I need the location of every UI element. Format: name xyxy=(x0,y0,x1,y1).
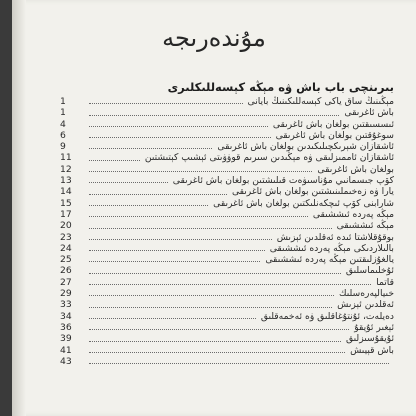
toc-entry xyxy=(60,333,394,344)
toc-entry xyxy=(60,152,394,163)
toc-entry-page-number: 24 xyxy=(60,242,72,254)
toc-entry-page-number: 20 xyxy=(60,220,72,232)
toc-entry-label: مېڭە پەردە ئىششىقى xyxy=(312,208,394,220)
toc-entry-page-number: 39 xyxy=(60,333,72,345)
toc-entry xyxy=(60,186,394,197)
dot-leader xyxy=(89,171,312,172)
dot-leader xyxy=(89,363,389,364)
toc-entry-page-number: 15 xyxy=(60,197,72,209)
toc-entry-label: ئۇيقۇسىزلىق xyxy=(345,333,394,345)
dot-leader xyxy=(89,352,345,353)
toc-entry-page-number: 43 xyxy=(60,355,72,367)
table-of-contents xyxy=(60,96,394,367)
dot-leader xyxy=(89,137,271,138)
book-page xyxy=(12,0,416,416)
toc-entry-label: باش ئاغرىقى xyxy=(344,107,394,119)
dot-leader xyxy=(89,341,341,342)
toc-entry xyxy=(60,265,394,276)
toc-entry-label: شارابنى كۆپ ئىچكەنلىكتىن بولغان باش ئاغرىقى xyxy=(213,197,394,209)
toc-entry xyxy=(60,175,394,186)
toc-entry xyxy=(60,141,394,152)
toc-entry-label: ئاشقازان شېرىكچىلىكىدىن بولغان باش ئاغرىقى xyxy=(217,141,394,153)
toc-entry-label: ئۇخلىماسلىق xyxy=(345,265,394,277)
page-title: مۇندەرىجە xyxy=(162,24,266,52)
dot-leader xyxy=(89,205,208,206)
toc-entry-page-number: 6 xyxy=(60,129,66,141)
toc-entry xyxy=(60,220,394,231)
dot-leader xyxy=(89,329,349,330)
dot-leader xyxy=(89,182,168,183)
toc-entry xyxy=(60,288,394,299)
toc-entry-page-number: 25 xyxy=(60,254,72,266)
dot-leader xyxy=(89,126,268,127)
dot-leader xyxy=(89,307,332,308)
toc-entry xyxy=(60,130,394,141)
toc-entry xyxy=(60,164,394,175)
toc-entry-page-number: 12 xyxy=(60,163,72,175)
toc-entry-page-number: 13 xyxy=(60,175,72,187)
toc-entry xyxy=(60,311,394,322)
toc-entry xyxy=(60,322,394,333)
toc-entry-label: مېڭە ئىششىقى xyxy=(336,220,394,232)
dot-leader xyxy=(89,148,212,149)
dot-leader xyxy=(89,228,332,229)
dot-leader xyxy=(89,160,140,161)
toc-entry-page-number: 14 xyxy=(60,186,72,198)
toc-entry-label: ئىسسىقتىن بولغان باش ئاغرىقى xyxy=(272,118,394,130)
toc-entry-page-number: 33 xyxy=(60,299,72,311)
dot-leader xyxy=(89,103,243,104)
toc-entry-page-number: 1 xyxy=(60,107,66,119)
toc-entry-label: بوقۇقلاشتا ئىدە ئەقلدىن ئېزىش xyxy=(276,231,394,243)
toc-entry xyxy=(60,232,394,243)
dot-leader xyxy=(89,318,256,319)
toc-entry xyxy=(60,299,394,310)
toc-entry-label: خىيالپەرەسلىك xyxy=(338,288,394,300)
dot-leader xyxy=(89,239,272,240)
toc-entry-label: مېڭىنىڭ ساق ياكى كېسەللىكىنىڭ بايانى xyxy=(247,96,394,107)
toc-entry-label: دەيلەت، ئۇنتۇغاقلىق ۋە ئەخمەقلىق xyxy=(260,310,394,322)
toc-entry-page-number: 27 xyxy=(60,276,72,288)
toc-entry xyxy=(60,209,394,220)
toc-entry-page-number: 11 xyxy=(60,152,72,164)
toc-entry-page-number: 34 xyxy=(60,310,72,322)
toc-entry-page-number: 4 xyxy=(60,118,66,130)
toc-entry-page-number: 1 xyxy=(60,96,66,107)
toc-entry-page-number: 9 xyxy=(60,141,66,153)
toc-entry-label: قاتما xyxy=(376,276,394,288)
dot-leader xyxy=(89,250,265,251)
toc-entry xyxy=(60,198,394,209)
toc-entry-label: بالىلاردىكى مېڭە پەردە ئىششىقى xyxy=(269,242,394,254)
toc-entry-label: ئاشقازان ئاممىزلىقى ۋە مېڭىدىن سىرىم قوۋۋىتى ئېشىپ كېتىشتىن xyxy=(144,152,394,164)
toc-entry xyxy=(60,345,394,356)
page-gutter-shadow xyxy=(12,0,26,416)
toc-entry-page-number: 26 xyxy=(60,265,72,277)
toc-entry-label: بولغان باش ئاغرىقى xyxy=(317,163,394,175)
toc-entry xyxy=(60,277,394,288)
toc-entry-label: ئېغىر ئۇيقۇ xyxy=(354,321,394,333)
toc-entry xyxy=(60,254,394,265)
dot-leader xyxy=(89,261,260,262)
toc-entry-label: باش قېيىش xyxy=(350,344,394,356)
dot-leader xyxy=(89,194,227,195)
toc-entry-label: كۆپ جىسمانىي مۇناسىۋەت قىلىشتىن بولغان باش ئاغرىقى xyxy=(172,175,394,187)
toc-entry-page-number: 36 xyxy=(60,321,72,333)
toc-entry xyxy=(60,107,394,118)
toc-entry-page-number: 41 xyxy=(60,344,72,356)
toc-entry-label: يالغۇزلىقتىن مېڭە پەردە ئىششىقى xyxy=(265,254,394,266)
dot-leader xyxy=(89,284,371,285)
toc-entry-page-number: 29 xyxy=(60,288,72,300)
toc-entry xyxy=(60,356,394,367)
toc-entry xyxy=(60,243,394,254)
toc-entry-page-number: 17 xyxy=(60,208,72,220)
toc-entry xyxy=(60,119,394,130)
toc-entry xyxy=(60,96,394,107)
dot-leader xyxy=(89,273,341,274)
dot-leader xyxy=(89,295,334,296)
toc-entry-label: يارا ۋە زەخىملىنىشتىن بولغان باش ئاغرىقى xyxy=(231,186,394,198)
section-title: بىرىنچى باب باش ۋە مېڭە كېسەللىكلىرى xyxy=(167,80,394,94)
dot-leader xyxy=(89,216,308,217)
toc-entry-label: ئەقلدىن ئېزىش xyxy=(337,299,394,311)
toc-entry-label: سوغۇقتىن بولغان باش ئاغرىقى xyxy=(275,129,394,141)
dot-leader xyxy=(89,115,339,116)
toc-entry-page-number: 23 xyxy=(60,231,72,243)
